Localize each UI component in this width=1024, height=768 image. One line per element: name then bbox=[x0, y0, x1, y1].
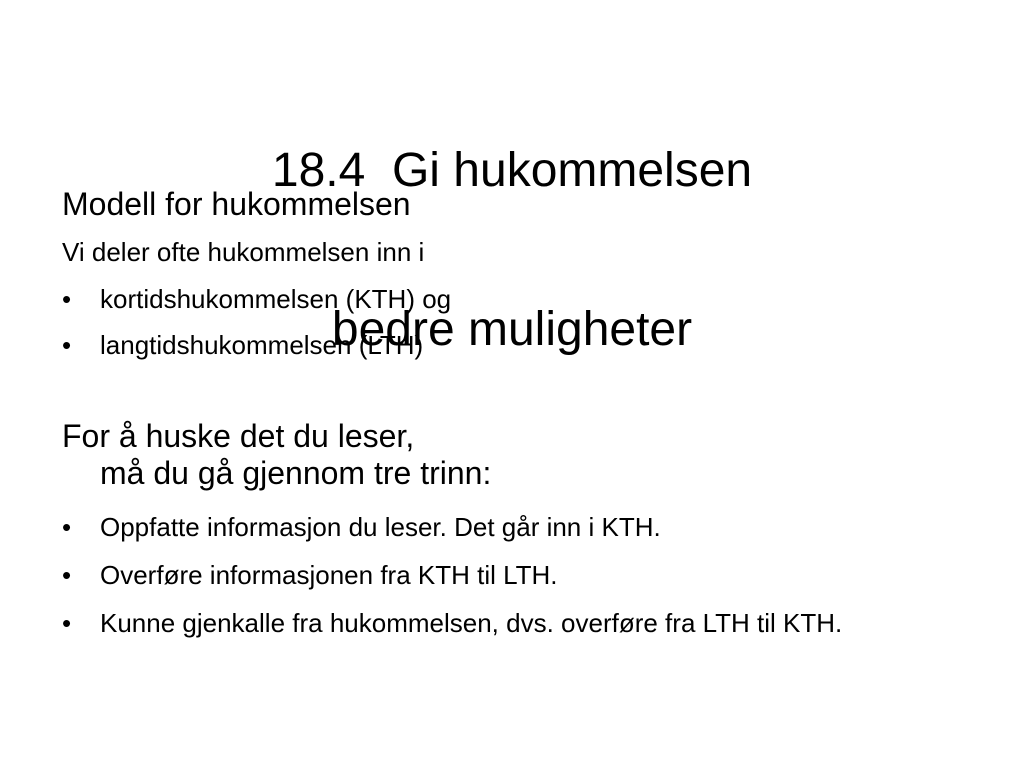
bullet-icon: • bbox=[62, 512, 72, 542]
list-item-text: Oppfatte informasjon du leser. Det går inn i KTH. bbox=[100, 512, 661, 542]
list-item bbox=[62, 510, 982, 544]
list-item bbox=[62, 282, 982, 316]
list-item bbox=[62, 328, 982, 362]
list-item-text: langtidshukommelsen (LTH) bbox=[100, 330, 424, 360]
steps-intro-paragraph bbox=[62, 418, 982, 492]
paragraph-line-2: må du gå gjennom tre trinn: bbox=[100, 455, 492, 491]
slide-title-line-1: 18.4 Gi hukommelsen bbox=[271, 144, 753, 197]
bullet-icon: • bbox=[62, 608, 72, 638]
list-item-text: Overføre informasjonen fra KTH til LTH. bbox=[100, 560, 558, 590]
memory-types-list bbox=[62, 282, 982, 374]
bullet-icon: • bbox=[62, 284, 72, 314]
subheading: Modell for hukommelsen bbox=[62, 186, 411, 222]
bullet-icon: • bbox=[62, 330, 72, 360]
list-item bbox=[62, 558, 982, 592]
bullet-icon: • bbox=[62, 560, 72, 590]
slide-title-line-2: bedre muligheter bbox=[331, 303, 693, 356]
intro-text: Vi deler ofte hukommelsen inn i bbox=[62, 237, 425, 267]
steps-list bbox=[62, 510, 982, 654]
list-item-text: Kunne gjenkalle fra hukommelsen, dvs. overføre fra LTH til KTH. bbox=[100, 608, 843, 638]
list-item-text: kortidshukommelsen (KTH) og bbox=[100, 284, 452, 314]
paragraph-line-1: For å huske det du leser, bbox=[62, 418, 415, 454]
list-item bbox=[62, 606, 1000, 640]
